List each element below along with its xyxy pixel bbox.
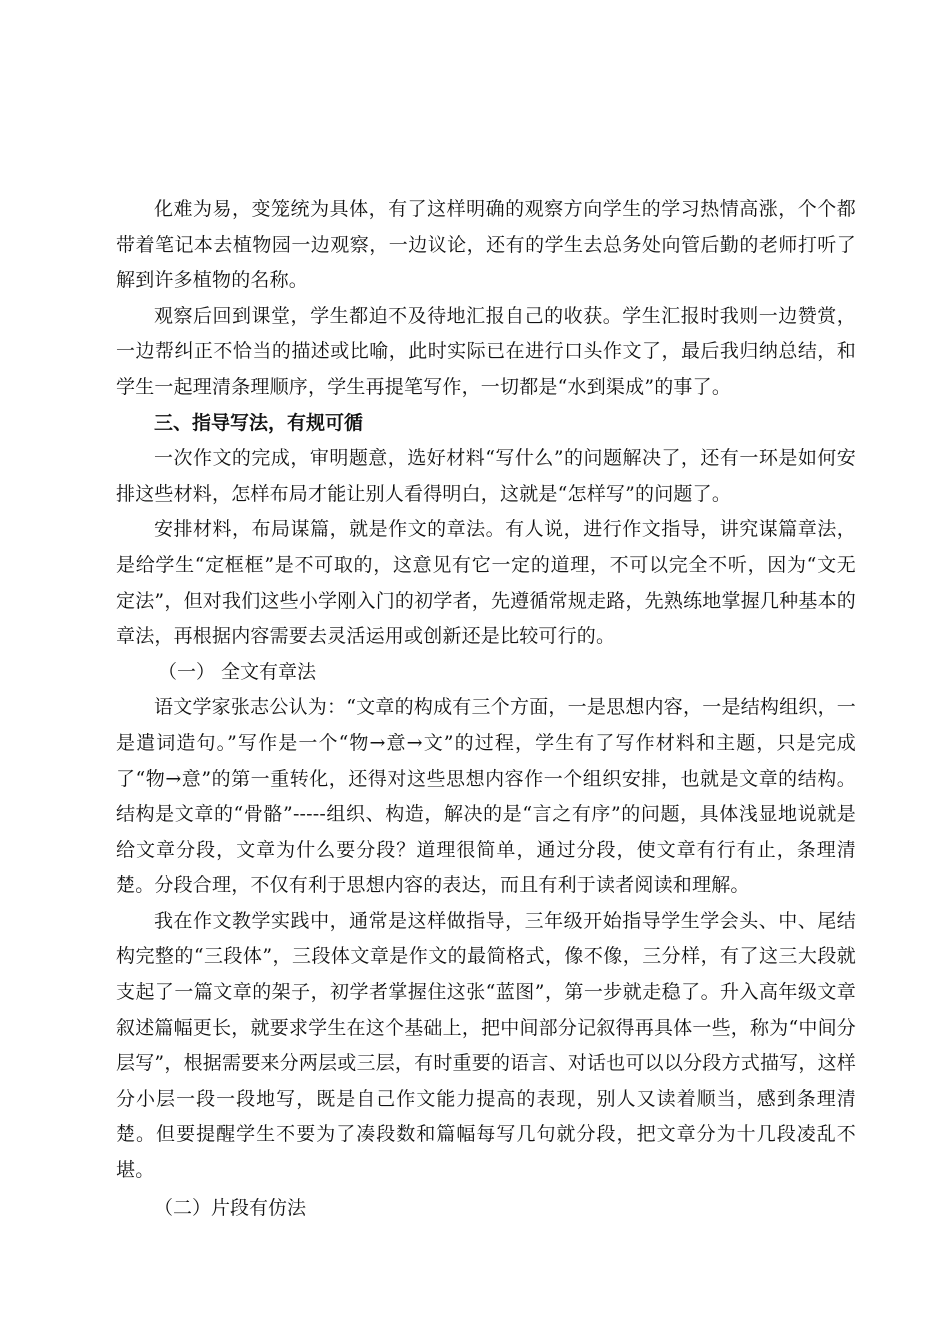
paragraph: 一次作文的完成，审明题意，选好材料“写什么”的问题解决了，还有一环是如何安排这些材料，怎样布局才能让别人看得明白，这就是“怎样写”的问题了。: [116, 447, 856, 505]
paragraph: 语文学家张志公认为：“文章的构成有三个方面，一是思想内容，一是结构组织，一是遣词造句。”写作是一个“物→意→文”的过程，学生有了写作材料和主题，只是完成了“物→意”的第一重转化，还得对这些思想内容作一个组织安排，也就是文章的结构。结构是文章的“骨骼”-----组织、构造，解决的是“言之有序”的问题，具体浅显地说就是给文章分段，文章为什么要分段？道理很简单，通过分段，使文章有行有止，条理清楚。分段合理，不仅有利于思想内容的表达，而且有利于读者阅读和理解。: [116, 696, 856, 897]
section-heading: 三、指导写法，有规可循: [154, 411, 364, 434]
subsection-heading: （一） 全文有章法: [158, 660, 317, 683]
paragraph: 安排材料，布局谋篇，就是作文的章法。有人说，进行作文指导，讲究谋篇章法，是给学生“定框框”是不可取的，这意见有它一定的道理，不可以完全不听，因为“文无定法”，但对我们这些小学刚入门的初学者，先遵循常规走路，先熟练地掌握几种基本的章法，再根据内容需要去灵活运用或创新还是比较可行的。: [116, 518, 856, 648]
document-body: [116, 192, 856, 1226]
paragraph: 我在作文教学实践中，通常是这样做指导，三年级开始指导学生学会头、中、尾结构完整的“三段体”，三段体文章是作文的最简格式，像不像，三分样，有了这三大段就支起了一篇文章的架子，初学者掌握住这张“蓝图”，第一步就走稳了。升入高年级文章叙述篇幅更长，就要求学生在这个基础上，把中间部分记叙得再具体一些，称为“中间分层写”，根据需要来分两层或三层，有时重要的语言、对话也可以以分段方式描写，这样分小层一段一段地写，既是自己作文能力提高的表现，别人又读着顺当，感到条理清楚。但要提醒学生不要为了凑段数和篇幅每写几句就分段，把文章分为十几段凌乱不堪。: [116, 909, 856, 1182]
subsection-heading: （二）片段有仿法: [154, 1196, 307, 1219]
paragraph: 化难为易，变笼统为具体，有了这样明确的观察方向学生的学习热情高涨，个个都带着笔记本去植物园一边观察，一边议论，还有的学生去总务处向管后勤的老师打听了解到许多植物的名称。: [116, 198, 856, 292]
paragraph: 观察后回到课堂，学生都迫不及待地汇报自己的收获。学生汇报时我则一边赞赏，一边帮纠正不恰当的描述或比喻，此时实际已在进行口头作文了，最后我归纳总结，和学生一起理清条理顺序，学生再提笔写作，一切都是“水到渠成”的事了。: [116, 304, 856, 398]
